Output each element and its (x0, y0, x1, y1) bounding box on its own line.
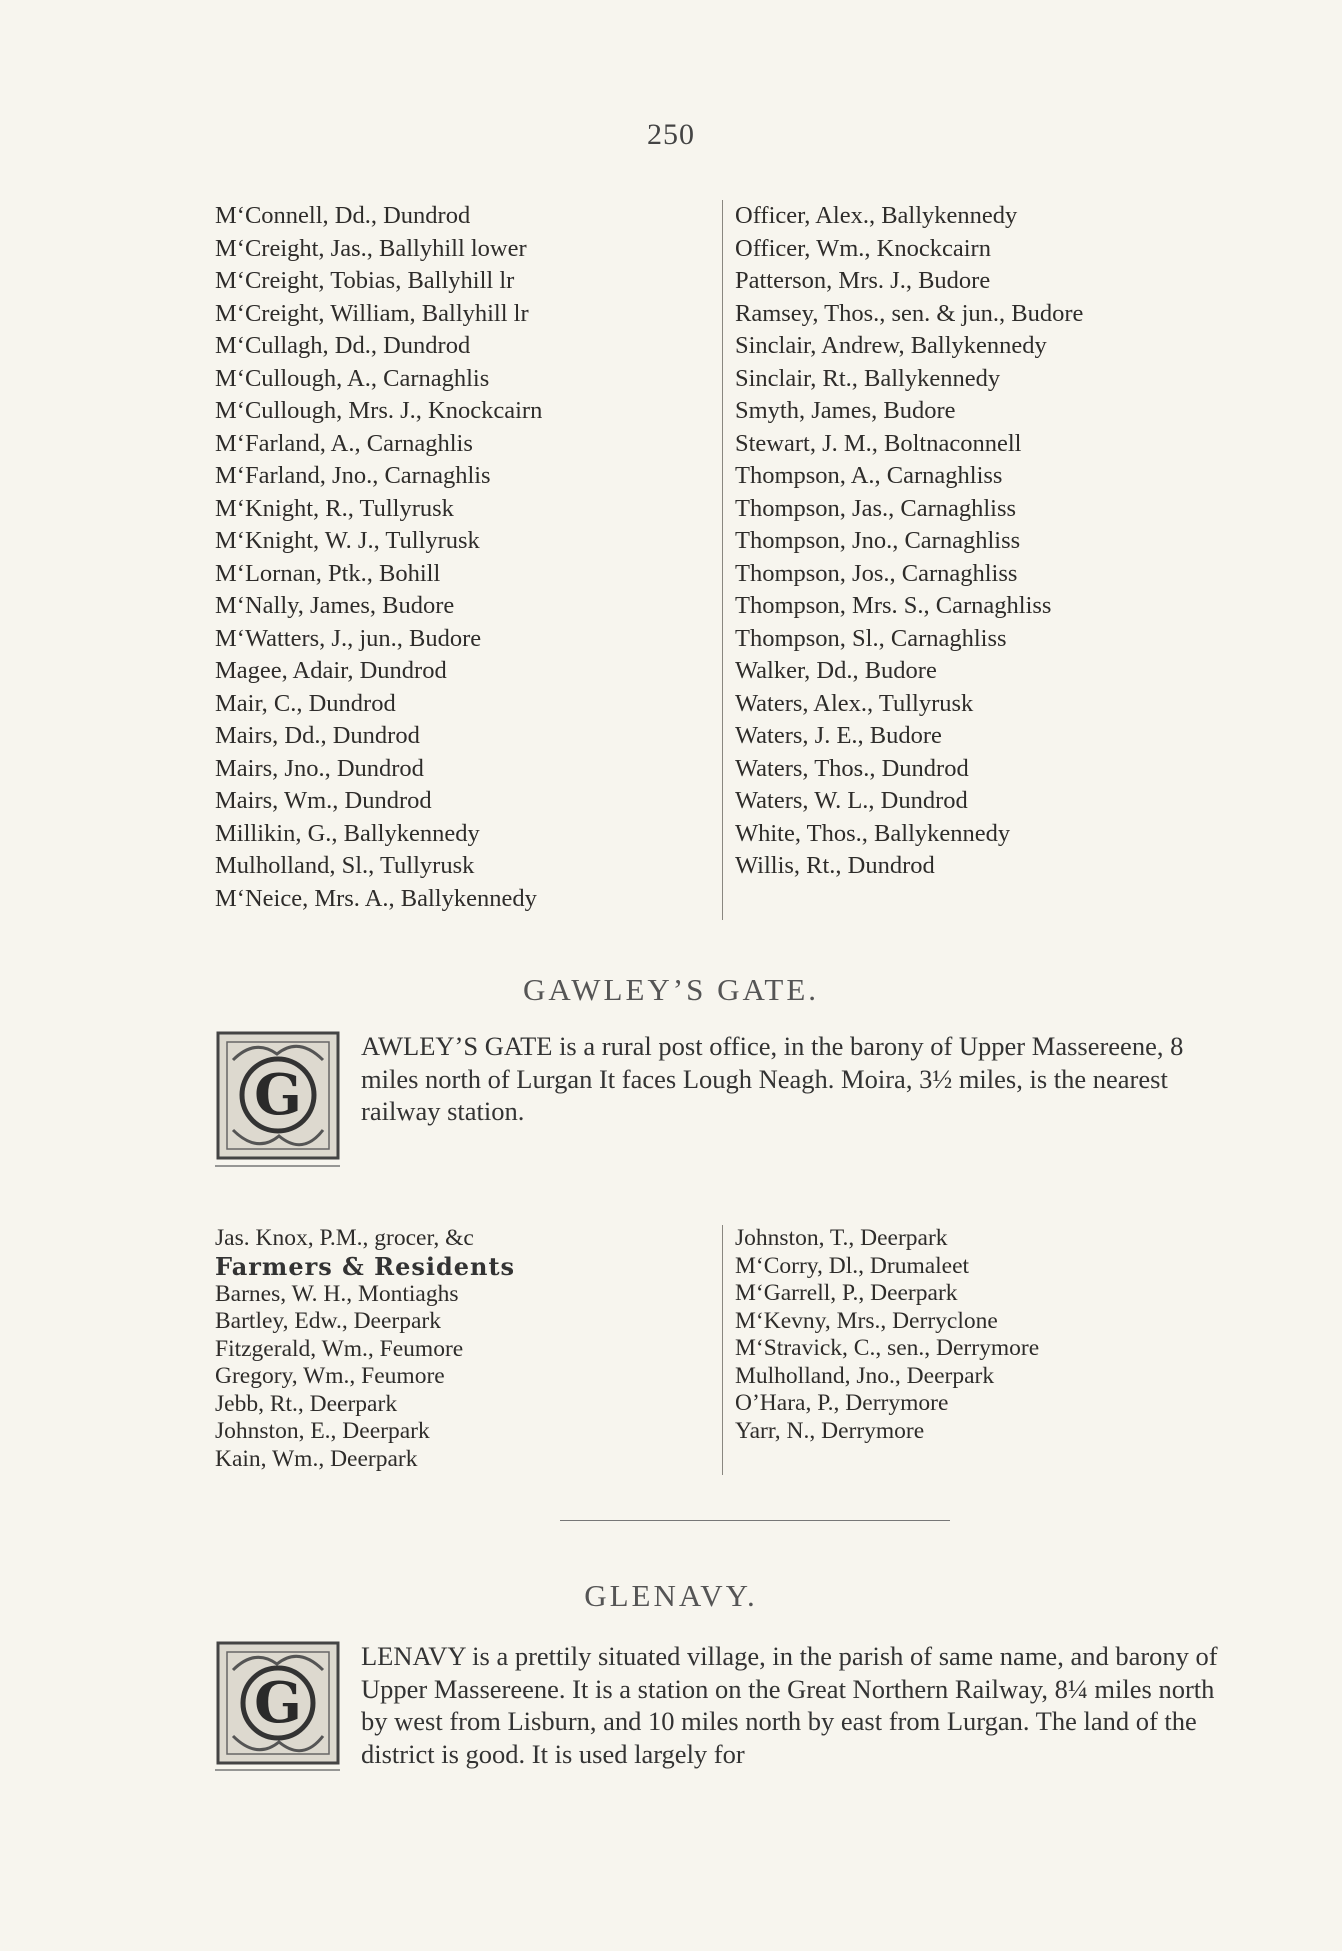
list-item: Magee, Adair, Dundrod (215, 657, 447, 684)
glenavy-paragraph: G LENAVY is a prettily situated village, in the parish of same name, and barony of Upper Massereene. It is a station on the Great Northern Railway, 8¼ miles north by west from Lisburn, and 10 miles north by east from Lurgan. The land of the district is good. It is used largely for (215, 1640, 1245, 1775)
list-item: Mair, C., Dundrod (215, 689, 396, 717)
list-item: O’Hara, P., Derrymore (735, 1390, 949, 1416)
page-number: 250 (647, 118, 695, 151)
list-item: M‘Creight, William, Ballyhill lr (215, 299, 529, 327)
list-item: Mairs, Dd., Dundrod (215, 722, 420, 749)
list-item: Mulholland, Sl., Tullyrusk (215, 852, 475, 879)
section-divider (560, 1520, 950, 1521)
list-item: Sinclair, Andrew, Ballykennedy (735, 332, 1047, 359)
list-item: Smyth, James, Budore (735, 397, 956, 424)
list-item: Walker, Dd., Budore (735, 657, 937, 684)
list-item: M‘Nally, James, Budore (215, 592, 455, 619)
listing-left-column (215, 200, 705, 920)
list-item: Fitzgerald, Wm., Feumore (215, 1335, 464, 1362)
list-item: M‘Watters, J., jun., Budore (215, 624, 482, 652)
list-item: Barnes, W. H., Montiaghs (215, 1280, 459, 1307)
list-item: Gregory, Wm., Feumore (215, 1363, 445, 1389)
svg-text:G: G (254, 1670, 302, 1736)
gawleys-gate-paragraph: G AWLEY’S GATE is a rural post office, in the barony of Upper Massereene, 8 miles north of Lurgan It faces Lough Neagh. Moira, 3½ miles, is the nearest railway station. (215, 1030, 1230, 1175)
list-item: Mairs, Jno., Dundrod (215, 754, 424, 782)
list-item: M‘Garrell, P., Deerpark (735, 1280, 958, 1306)
subhead-farmers-residents: Farmers & Residents (215, 1251, 516, 1281)
dropcap-g-icon (215, 1640, 349, 1775)
list-item: M‘Farland, Jno., Carnaghlis (215, 462, 491, 489)
list-item: Johnston, T., Deerpark (735, 1225, 948, 1251)
list-item: M‘Knight, W. J., Tullyrusk (215, 527, 480, 554)
list-item: Jas. Knox, P.M., grocer, &c (215, 1225, 474, 1251)
list-item: M‘Lornan, Ptk., Bohill (215, 559, 441, 587)
list-item: Thompson, Sl., Carnaghliss (735, 624, 1007, 652)
listing-right-column (722, 200, 1242, 920)
list-item: M‘Cullough, A., Carnaghlis (215, 364, 490, 392)
list-item: M‘Neice, Mrs. A., Ballykennedy (215, 884, 537, 912)
list-item: Waters, Alex., Tullyrusk (735, 689, 974, 717)
list-item: Thompson, A., Carnaghliss (735, 462, 1003, 489)
list-item: Kain, Wm., Deerpark (215, 1445, 418, 1472)
list-item: Officer, Alex., Ballykennedy (735, 202, 1018, 229)
list-item: Waters, Thos., Dundrod (735, 754, 969, 782)
list-item: Thompson, Jas., Carnaghliss (735, 494, 1017, 522)
list-item: M‘Corry, Dl., Drumaleet (735, 1252, 970, 1279)
list-item: M‘Cullough, Mrs. J., Knockcairn (215, 397, 543, 424)
list-item: Jebb, Rt., Deerpark (215, 1390, 398, 1417)
list-item: Mairs, Wm., Dundrod (215, 787, 432, 814)
section-title-glenavy: GLENAVY. (584, 1578, 758, 1613)
list-item: M‘Kevny, Mrs., Derryclone (735, 1307, 998, 1334)
list-item: Waters, J. E., Budore (735, 722, 942, 749)
list-item: M‘Creight, Jas., Ballyhill lower (215, 234, 527, 262)
list-item: Willis, Rt., Dundrod (735, 852, 935, 879)
list-item: Stewart, J. M., Boltnaconnell (735, 429, 1022, 457)
svg-text:G: G (254, 1062, 302, 1128)
list-item: Johnston, E., Deerpark (215, 1418, 430, 1444)
list-item: Officer, Wm., Knockcairn (735, 234, 991, 262)
list-item: Patterson, Mrs. J., Budore (735, 267, 991, 294)
list-item: M‘Knight, R., Tullyrusk (215, 494, 454, 522)
list-item: Mulholland, Jno., Deerpark (735, 1362, 995, 1389)
list-item: M‘Stravick, C., sen., Derrymore (735, 1335, 1040, 1361)
list-item: Bartley, Edw., Deerpark (215, 1308, 441, 1334)
gawleys-gate-right-column (722, 1225, 1242, 1475)
list-item: Millikin, G., Ballykennedy (215, 819, 480, 847)
list-item: M‘Connell, Dd., Dundrod (215, 202, 471, 229)
dropcap-g-icon (215, 1030, 349, 1175)
list-item: Sinclair, Rt., Ballykennedy (735, 364, 1001, 392)
list-item: White, Thos., Ballykennedy (735, 819, 1011, 847)
gawleys-gate-left-column (215, 1225, 705, 1475)
list-item: Thompson, Jos., Carnaghliss (735, 559, 1018, 587)
list-item: M‘Farland, A., Carnaghlis (215, 429, 473, 457)
list-item: M‘Cullagh, Dd., Dundrod (215, 332, 471, 359)
list-item: Ramsey, Thos., sen. & jun., Budore (735, 299, 1084, 327)
list-item: Thompson, Jno., Carnaghliss (735, 527, 1021, 554)
list-item: M‘Creight, Tobias, Ballyhill lr (215, 267, 515, 294)
list-item: Waters, W. L., Dundrod (735, 787, 968, 814)
list-item: Yarr, N., Derrymore (735, 1417, 925, 1444)
section-title-gawleys-gate: GAWLEY’S GATE. (522, 972, 820, 1007)
list-item: Thompson, Mrs. S., Carnaghliss (735, 592, 1052, 619)
